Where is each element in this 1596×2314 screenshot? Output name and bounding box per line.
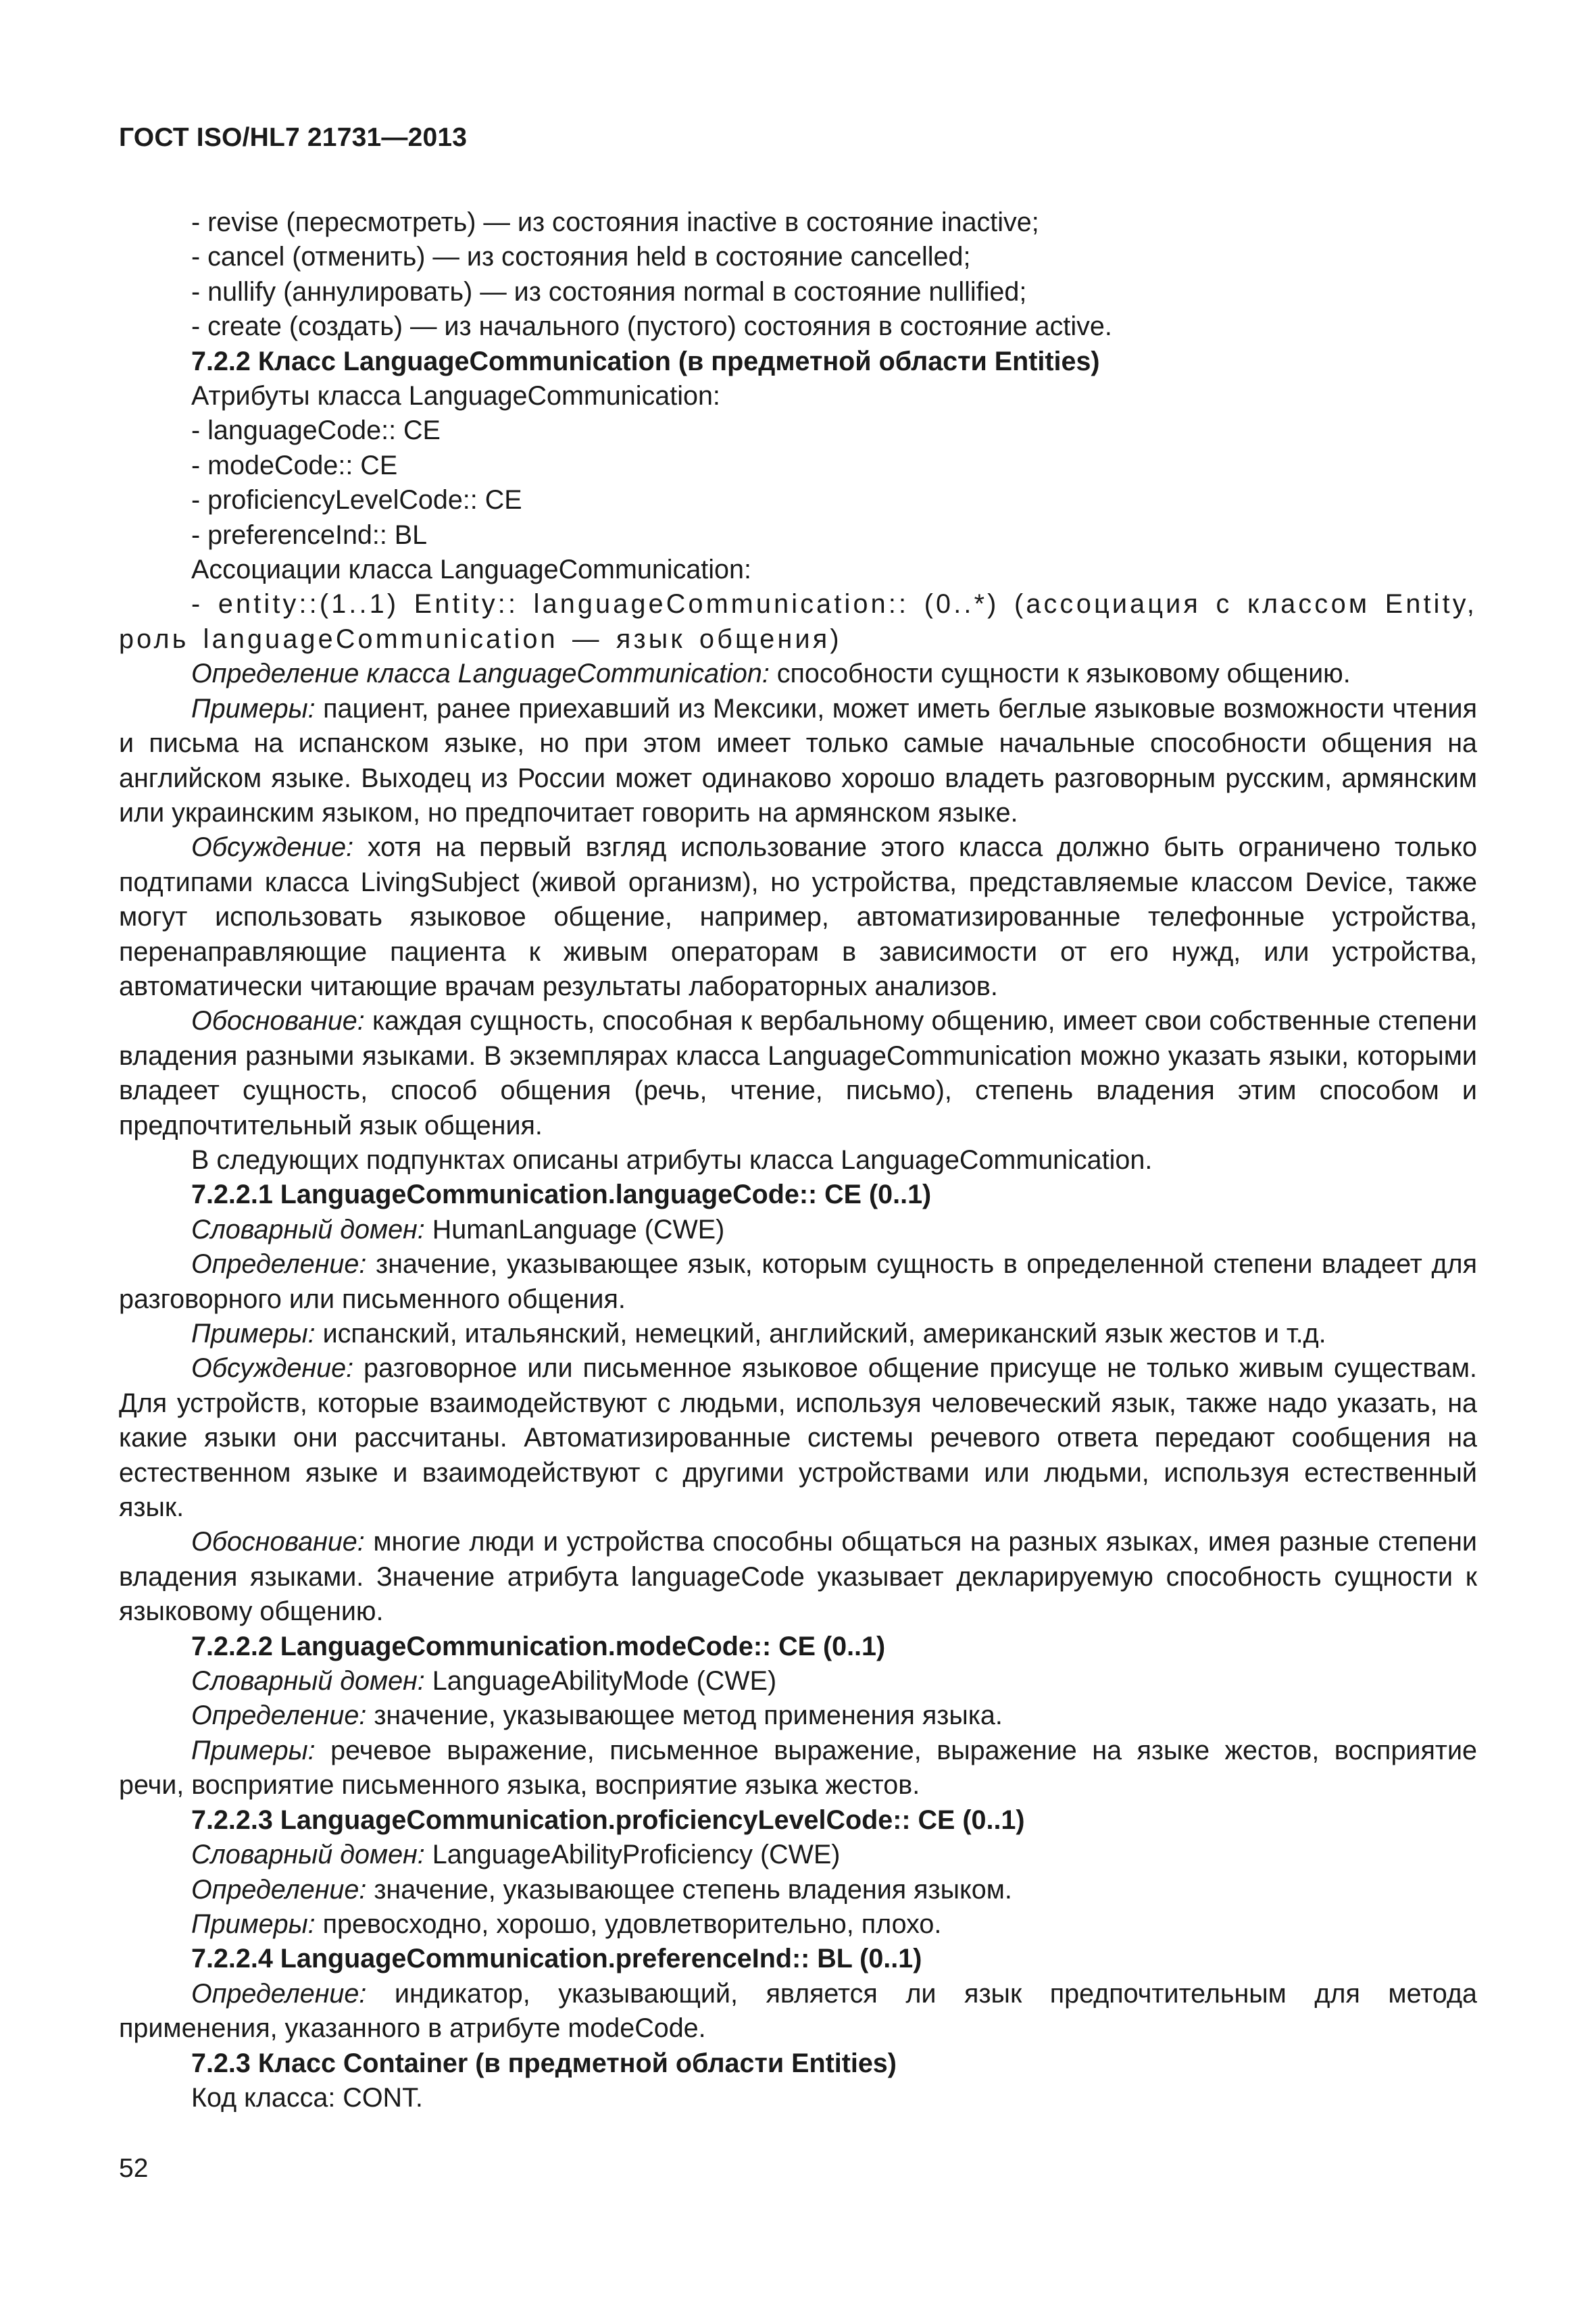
language-code-definition-label: Определение: (191, 1249, 367, 1280)
proficiency-examples-text: превосходно, хорошо, удовлетворительно, плохо. (315, 1909, 942, 1939)
language-code-examples (119, 1317, 1477, 1351)
section-heading-7-2-3: 7.2.3 Класс Container (в предметной области Entities) (191, 2048, 897, 2078)
language-code-rationale-text: многие люди и устройства способны общаться на разных языках, имея разные степени владения языками. Значение атрибута languageCode указывает декларируемую способность сущности к языковому общению. (119, 1527, 1477, 1627)
preference-ind-definition-text: индикатор, указывающий, является ли язык предпочтительным для метода применения, указанного в атрибуте modeCode. (119, 1978, 1477, 2044)
mode-code-domain-label: Словарный домен: (191, 1666, 425, 1696)
proficiency-definition-text: значение, указывающее степень владения языком. (366, 1874, 1012, 1905)
associations-intro: Ассоциации класса LanguageCommunication: (191, 555, 751, 585)
language-code-discussion-label: Обсуждение: (191, 1353, 354, 1384)
attribute-language-code: - languageCode:: CE (191, 416, 441, 446)
mode-code-definition (119, 1699, 1477, 1733)
mode-code-definition-label: Определение: (191, 1701, 367, 1731)
mode-code-examples-label: Примеры: (191, 1735, 316, 1765)
class-definition-label: Определение класса LanguageCommunication: (191, 659, 770, 689)
language-code-domain (119, 1213, 1477, 1247)
proficiency-definition (119, 1873, 1477, 1907)
mode-code-domain (119, 1664, 1477, 1699)
section-heading-7-2-2: 7.2.2 Класс LanguageCommunication (в предметной области Entities) (191, 346, 1100, 376)
transition-create: - create (создать) — из начального (пустого) состояния в состояние active. (191, 311, 1112, 342)
transition-revise: - revise (пересмотреть) — из состояния inactive в состояние inactive; (191, 207, 1039, 237)
container-class-code: Код класса: CONT. (191, 2082, 423, 2113)
class-discussion (119, 830, 1477, 1004)
class-discussion-text: хотя на первый взгляд использование этого класса должно быть ограничено только подтипами класса LivingSubject (живой организм), но устройства, представляемые классом Device, также могут использовать языковое общение, например, автоматизированные телефонные устройства, перенаправляющие пациента к живым операторам в зависимости от его нужд, или устройства, автоматически читающие врачам результаты лабораторных анализов. (119, 832, 1477, 1001)
proficiency-domain (119, 1838, 1477, 1872)
attribute-mode-code: - modeCode:: CE (191, 450, 398, 480)
class-rationale-label: Обоснование: (191, 1006, 365, 1036)
language-code-discussion (119, 1351, 1477, 1525)
mode-code-examples-text: речевое выражение, письменное выражение, выражение на языке жестов, восприятие речи, восприятие письменного языка, восприятие языка жестов. (119, 1735, 1477, 1801)
section-heading-7-2-2-3: 7.2.2.3 LanguageCommunication.proficiencyLevelCode:: CE (0..1) (191, 1805, 1025, 1835)
class-examples (119, 692, 1477, 831)
section-heading-7-2-2-1: 7.2.2.1 LanguageCommunication.languageCode:: CE (0..1) (191, 1180, 932, 1210)
class-rationale (119, 1004, 1477, 1143)
proficiency-definition-label: Определение: (191, 1874, 367, 1905)
section-heading-7-2-2-4: 7.2.2.4 LanguageCommunication.preferenceInd:: BL (0..1) (191, 1944, 922, 1974)
class-examples-label: Примеры: (191, 693, 316, 724)
attribute-preference-ind: - preferenceInd:: BL (191, 520, 428, 550)
proficiency-domain-text: LanguageAbilityProficiency (CWE) (424, 1840, 841, 1870)
language-code-definition (119, 1247, 1477, 1317)
class-examples-text: пациент, ранее приехавший из Мексики, может иметь беглые языковые возможности чтения и письма на испанском языке, но при этом имеет только самые начальные способности общения на английском языке. Выходец из России может одинаково хорошо владеть разговорным русским, армянским или украинским языком, но предпочитает говорить на армянском языке. (119, 693, 1477, 828)
document-body (119, 205, 1477, 2115)
association-entity: - entity::(1..1) Entity:: languageCommunication:: (0..*) (ассоциация с классом Entity, роль languageCommunication — язык общения) (119, 589, 1477, 654)
class-rationale-text: каждая сущность, способная к вербальному общению, имеет свои собственные степени владения разными языками. В экземплярах класса LanguageCommunication можно указать языки, которыми владеет сущность, способ общения (речь, чтение, письмо), степень владения этим способом и предпочтительный язык общения. (119, 1006, 1477, 1140)
language-code-domain-label: Словарный домен: (191, 1214, 425, 1244)
page-number: 52 (119, 2154, 149, 2183)
document-header: ГОСТ ISO/HL7 21731—2013 (119, 123, 468, 152)
mode-code-definition-text: значение, указывающее метод применения языка. (366, 1701, 1003, 1731)
class-definition (119, 657, 1477, 691)
mode-code-examples (119, 1734, 1477, 1803)
following-subsections-note: В следующих подпунктах описаны атрибуты класса LanguageCommunication. (191, 1145, 1153, 1175)
transition-cancel: - cancel (отменить) — из состояния held в состояние cancelled; (191, 242, 971, 272)
preference-ind-definition-label: Определение: (191, 1978, 367, 2009)
proficiency-domain-label: Словарный домен: (191, 1840, 425, 1870)
language-code-domain-text: HumanLanguage (CWE) (424, 1214, 725, 1244)
language-code-discussion-text: разговорное или письменное языковое общение присуще не только живым существам. Для устройств, которые взаимодействуют с людьми, используя человеческий язык, также надо указать, на какие языки они рассчитаны. Автоматизированные системы речевого ответа передают сообщения на естественном языке и взаимодействуют с другими устройствами или людьми, используя естественный язык. (119, 1353, 1477, 1523)
attribute-proficiency-level-code: - proficiencyLevelCode:: CE (191, 485, 522, 515)
mode-code-domain-text: LanguageAbilityMode (CWE) (424, 1666, 777, 1696)
transition-nullify: - nullify (аннулировать) — из состояния normal в состояние nullified; (191, 276, 1027, 307)
language-code-examples-label: Примеры: (191, 1319, 316, 1349)
language-code-rationale (119, 1525, 1477, 1629)
attributes-intro: Атрибуты класса LanguageCommunication: (191, 381, 720, 411)
class-discussion-label: Обсуждение: (191, 832, 354, 863)
language-code-definition-text: значение, указывающее язык, которым сущность в определенной степени владеет для разговорного или письменного общения. (119, 1249, 1477, 1314)
proficiency-examples (119, 1907, 1477, 1942)
language-code-examples-text: испанский, итальянский, немецкий, английский, американский язык жестов и т.д. (315, 1319, 1326, 1349)
preference-ind-definition (119, 1977, 1477, 2046)
proficiency-examples-label: Примеры: (191, 1909, 316, 1939)
class-definition-text: способности сущности к языковому общению. (769, 659, 1351, 689)
section-heading-7-2-2-2: 7.2.2.2 LanguageCommunication.modeCode:: CE (0..1) (191, 1631, 886, 1661)
language-code-rationale-label: Обоснование: (191, 1527, 365, 1557)
